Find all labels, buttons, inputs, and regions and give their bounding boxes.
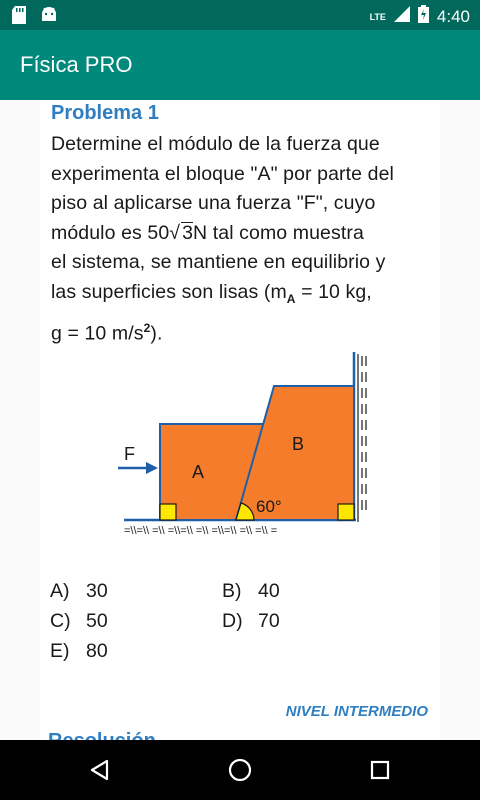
- navigation-bar: [0, 740, 480, 800]
- ground-hatch: =\\=\\ =\\ =\\=\\ =\\ =\\=\\ =\\ =\\ =: [124, 525, 278, 537]
- answer-letter: B): [222, 580, 242, 602]
- physics-diagram: [118, 350, 368, 540]
- right-angle-marker-b: [338, 504, 354, 520]
- problem-title: Problema 1: [51, 102, 159, 124]
- statement-line: [51, 278, 431, 314]
- content-scroll-area[interactable]: [0, 100, 480, 740]
- answer-option-c[interactable]: [50, 610, 108, 633]
- signal-icon: [394, 6, 410, 27]
- answer-option-e[interactable]: [50, 640, 108, 663]
- statement-text: módulo es 50: [51, 221, 170, 244]
- recents-button[interactable]: [360, 750, 400, 790]
- sd-card-icon: [12, 6, 26, 29]
- answer-value: 30: [86, 580, 108, 602]
- statement-text: las superficies son lisas (m: [51, 280, 287, 303]
- answer-letter: A): [50, 580, 70, 602]
- force-label: F: [124, 444, 135, 464]
- statement-line: Determine el módulo de la fuerza que: [51, 133, 380, 155]
- statement-line: [51, 219, 431, 249]
- angle-label: 60°: [256, 497, 282, 516]
- right-angle-marker-a: [160, 504, 176, 520]
- app-bar: [0, 30, 480, 100]
- answer-letter: D): [222, 610, 243, 632]
- difficulty-level: NIVEL INTERMEDIO: [285, 703, 428, 720]
- answer-letter: C): [50, 610, 71, 632]
- statement-text: N tal como muestra: [193, 221, 364, 244]
- answer-value: 80: [86, 640, 108, 662]
- answer-option-a[interactable]: [50, 580, 108, 603]
- back-button[interactable]: [80, 750, 120, 790]
- radicand: 3: [182, 221, 194, 244]
- android-icon: [40, 6, 58, 29]
- subscript: A: [286, 291, 296, 306]
- statement-line: piso al aplicarse una fuerza "F", cuyo: [51, 192, 376, 214]
- answer-value: 40: [258, 580, 280, 602]
- answer-letter: E): [50, 640, 70, 662]
- block-b-label: B: [292, 434, 305, 454]
- sqrt-symbol: √: [169, 221, 181, 244]
- battery-charging-icon: [418, 5, 429, 28]
- block-a-label: A: [192, 462, 205, 482]
- app-title: Física PRO: [20, 52, 133, 77]
- lte-label: LTE: [369, 11, 386, 22]
- statement-text: ).: [150, 322, 163, 345]
- statement-line: experimenta el bloque "A" por parte del: [51, 162, 394, 185]
- answer-option-d[interactable]: [222, 610, 280, 633]
- answer-option-b[interactable]: [222, 580, 280, 603]
- status-bar: [0, 0, 480, 30]
- statement-line: el sistema, se mantiene en equilibrio y: [51, 251, 386, 273]
- answer-value: 70: [258, 610, 280, 632]
- clock-time: 4:40: [436, 6, 470, 26]
- home-icon: [228, 758, 252, 782]
- back-icon: [89, 759, 111, 781]
- statement-text: g = 10 m/s: [51, 322, 144, 345]
- wall-hatch: [358, 354, 366, 522]
- force-arrowhead: [146, 462, 158, 474]
- recents-icon: [370, 760, 390, 780]
- home-button[interactable]: [220, 750, 260, 790]
- statement-line: [51, 314, 431, 349]
- problem-statement: [51, 130, 431, 349]
- superscript: 2: [143, 320, 151, 335]
- statement-text: = 10 kg,: [295, 280, 372, 303]
- answer-value: 50: [86, 610, 108, 632]
- problem-page: [40, 100, 440, 740]
